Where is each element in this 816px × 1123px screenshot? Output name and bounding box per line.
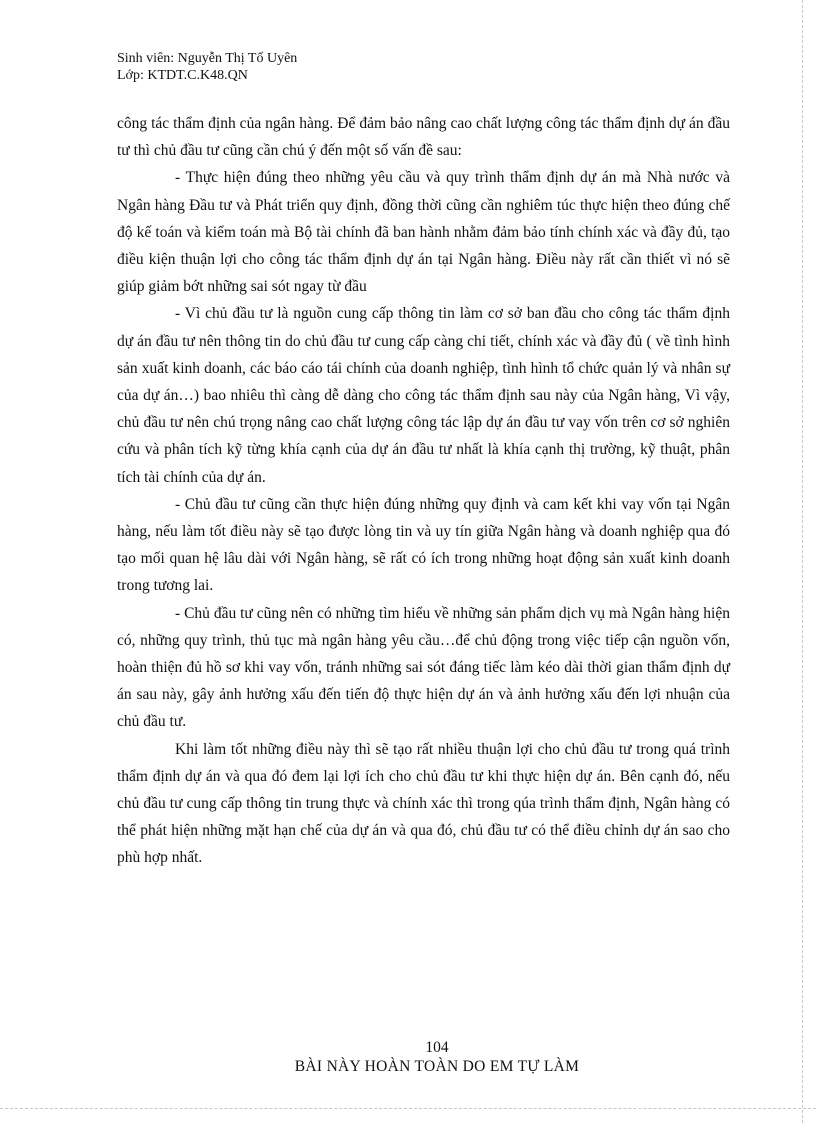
footer-note: BÀI NÀY HOÀN TOÀN DO EM TỰ LÀM [294, 1058, 580, 1075]
page-edge-right [802, 0, 803, 1123]
page-edge-bottom [0, 1108, 816, 1109]
paragraph-item-3: - Chủ đầu tư cũng cần thực hiện đúng những quy định và cam kết khi vay vốn tại Ngân hàng, nếu làm tốt điều này sẽ tạo được lòng tin và uy tín giữa Ngân hàng và doanh nghiệp qua đó tạo mối quan hệ lâu dài với Ngân hàng, sẽ rất có ích trong những hoạt động sản xuất kinh doanh trong tương lai. [117, 495, 730, 595]
paragraph-item-4: - Chủ đầu tư cũng nên có những tìm hiểu về những sản phẩm dịch vụ mà Ngân hàng hiện có, những quy trình, thủ tục mà ngân hàng yêu cầu…để chủ động trong việc tiếp cận nguồn vốn, hoàn thiện đủ hồ sơ khi vay vốn, tránh những sai sót đáng tiếc làm kéo dài thời gian thẩm định dự án sau này, gây ảnh hưởng xấu đến tiến độ thực hiện dự án và ảnh hưởng xấu đến lợi nhuận của chủ đầu tư. [117, 604, 730, 731]
paragraph-intro: công tác thẩm định của ngân hàng. Để đảm bảo nâng cao chất lượng công tác thẩm định dự án đầu tư thì chủ đầu tư cũng cần chú ý đến một số vấn đề sau: [117, 115, 730, 160]
page-header [117, 50, 297, 84]
student-name: Sinh viên: Nguyễn Thị Tố Uyên [117, 51, 298, 66]
class-code: Lớp: KTDT.C.K48.QN [117, 68, 248, 83]
paragraph-item-2: - Vì chủ đầu tư là nguồn cung cấp thông tin làm cơ sở ban đầu cho công tác thẩm định dự án đầu tư nên thông tin do chủ đầu tư cung cấp càng chi tiết, chính xác và đầy đủ ( về tình hình sản xuất kinh doanh, các báo cáo tái chính của doanh nghiệp, tình hình tổ chức quản lý và nhân sự của dự án…) bao nhiêu thì càng dễ dàng cho công tác thẩm định sau này của Ngân hàng, Vì vậy, chủ đầu tư nên chú trọng nâng cao chất lượng công tác lập dự án đầu tư vay vốn trên cơ sở nghiên cứu và phân tích kỹ từng khía cạnh của dự án đầu tư nhất là khía cạnh thị trường, kỹ thuật, phân tích tài chính của dự án. [117, 305, 730, 486]
paragraph-conclusion: Khi làm tốt những điều này thì sẽ tạo rất nhiều thuận lợi cho chủ đầu tư trong quá trình thẩm định dự án và qua đó đem lại lợi ích cho chủ đầu tư khi thực hiện dự án. Bên cạnh đó, nếu chủ đầu tư cung cấp thông tin trung thực và chính xác thì trong qúa trình thẩm định, Ngân hàng có thể phát hiện những mặt hạn chế của dự án và qua đó, chủ đầu tư có thể điều chỉnh dự án sao cho phù hợp nhất. [117, 740, 730, 867]
body-text [117, 110, 730, 872]
page-number: 104 [425, 1039, 449, 1056]
paragraph-item-1: - Thực hiện đúng theo những yêu cầu và quy trình thẩm định dự án mà Nhà nước và Ngân hàng Đầu tư và Phát triển quy định, đồng thời cũng cần nghiêm túc thực hiện theo đúng chế độ kế toán và kiểm toán mà Bộ tài chính đã ban hành nhằm đảm bảo tính chính xác và đầy đủ, tạo điều kiện thuận lợi cho công tác thẩm định dự án tại Ngân hàng. Điều này rất cần thiết vì nó sẽ giúp giảm bớt những sai sót ngay từ đầu [117, 169, 730, 296]
